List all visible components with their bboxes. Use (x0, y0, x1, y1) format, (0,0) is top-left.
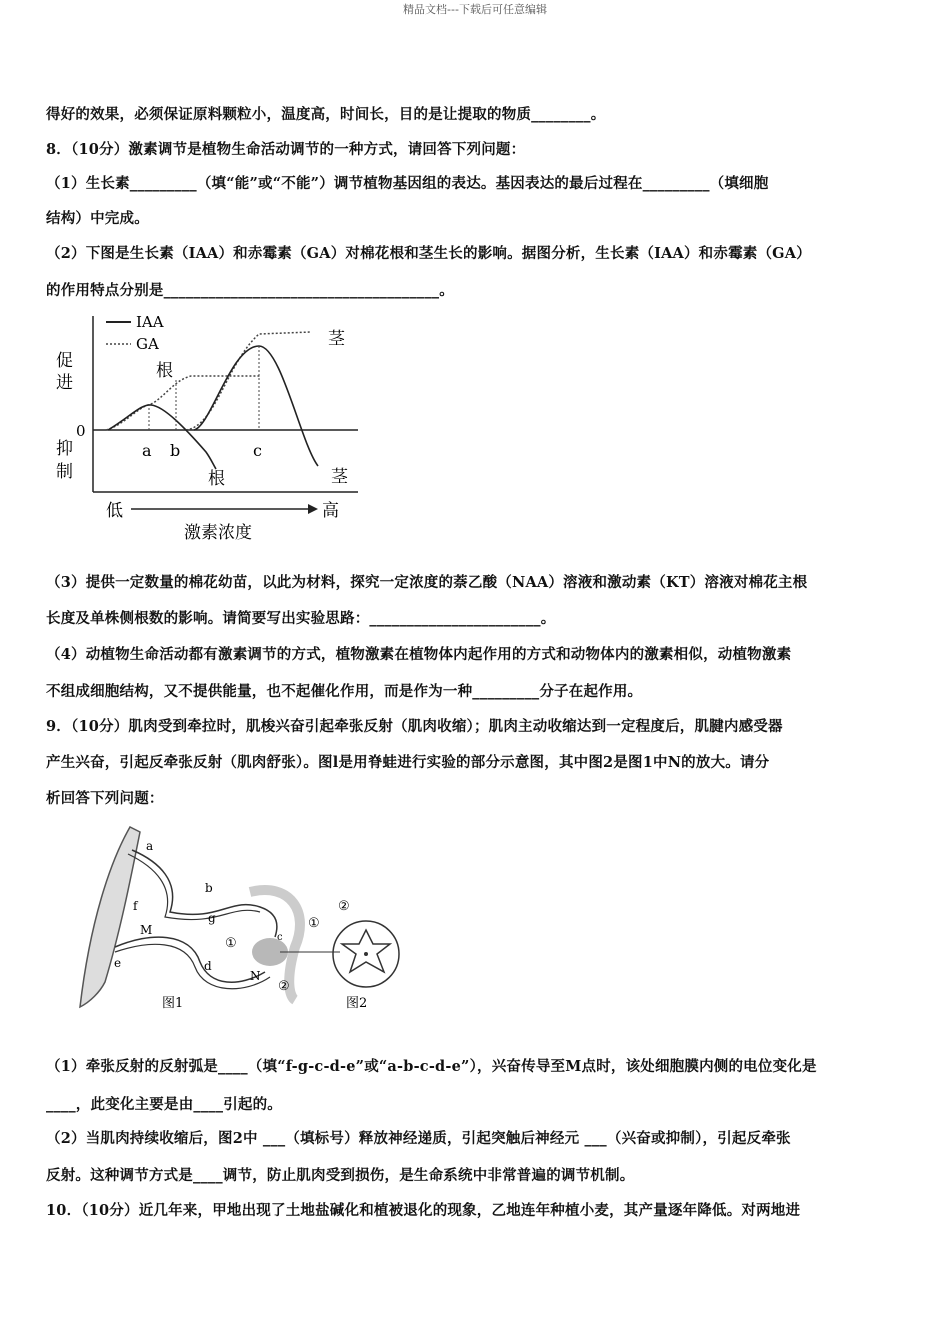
text-line: 析回答下列问题： (46, 790, 164, 807)
nerve-diagram (70, 822, 410, 1022)
y-label-inhibit-1: 抑 (56, 439, 73, 459)
iaa-root-curve (108, 405, 216, 469)
label-root-top: 根 (156, 361, 173, 381)
point-b: b (170, 441, 181, 460)
text-line: 不组成细胞结构，又不提供能量，也不起催化作用，而是作为一种_________分子在起作用。 (46, 683, 643, 700)
text-line: 得好的效果，必须保证原料颗粒小，温度高，时间长，目的是让提取的物质________。 (46, 106, 606, 123)
page-header: 精品文档---下载后可任意编辑 (403, 3, 547, 16)
label-f: f (133, 899, 138, 913)
ga-root-curve (106, 376, 261, 430)
label-stem-bottom: 茎 (331, 467, 348, 487)
hormone-chart (46, 304, 376, 549)
legend-iaa: IAA (136, 313, 164, 331)
label-M: M (140, 923, 153, 937)
label-circle-1b: ① (308, 916, 320, 931)
fig2-caption: 图2 (346, 996, 368, 1011)
text-line: （1）生长素_________（填“能”或“不能”）调节植物基因组的表达。基因表达的最后过程在_________（填细胞 (46, 175, 769, 192)
label-N: N (250, 969, 261, 983)
x-title: 激素浓度 (184, 523, 252, 543)
text-line: 反射。这种调节方式是____调节，防止肌肉受到损伤，是生命系统中非常普遍的调节机制。 (46, 1167, 635, 1184)
legend-ga: GA (136, 335, 159, 353)
text-line: 产生兴奋，引起反牵张反射（肌肉舒张）。图l是用脊蛙进行实验的部分示意图，其中图2是图1中N的放大。请分 (46, 754, 770, 771)
muscle (80, 827, 140, 1007)
label-c: c (277, 932, 283, 943)
point-c: c (253, 441, 262, 460)
label-d: d (204, 959, 212, 973)
label-b: b (205, 881, 213, 895)
label-root-bottom: 根 (208, 469, 225, 489)
text-line: ____，此变化主要是由____引起的。 (46, 1096, 282, 1113)
label-stem-top: 茎 (328, 329, 345, 349)
zero-label: 0 (76, 422, 86, 440)
text-line: 结构）中完成。 (46, 210, 149, 227)
x-label-high: 高 (322, 501, 339, 521)
label-circle-1a: ① (225, 936, 237, 951)
x-arrow-head (308, 504, 318, 514)
text-line: （3）提供一定数量的棉花幼苗，以此为材料，探究一定浓度的萘乙酸（NAA）溶液和激动素（KT）溶液对棉花主根 (46, 574, 808, 591)
question-8-title: 8．（10分）激素调节是植物生命活动调节的一种方式，请回答下列问题： (46, 141, 526, 158)
text-line: （4）动植物生命活动都有激素调节的方式，植物激素在植物体内起作用的方式和动物体内的激素相似，动植物激素 (46, 646, 792, 663)
y-label-promote-2: 进 (56, 373, 73, 393)
label-circle-2a: ② (278, 979, 290, 994)
x-label-low: 低 (106, 501, 123, 521)
y-label-inhibit-2: 制 (56, 462, 73, 482)
text-line: 的作用特点分别是_____________________________________。 (46, 282, 454, 299)
text-line: （1）牵张反射的反射弧是____（填“f-g-c-d-e”或“a-b-c-d-e”），兴奋传导至M点时，该处细胞膜内侧的电位变化是 (46, 1058, 817, 1075)
y-label-promote-1: 促 (56, 351, 73, 371)
text-line: 长度及单株侧根数的影响。请简要写出实验思路：_______________________。 (46, 610, 556, 627)
point-a: a (142, 441, 152, 460)
text-line: （2）下图是生长素（IAA）和赤霉素（GA）对棉花根和茎生长的影响。据图分析，生长素（IAA）和赤霉素（GA） (46, 245, 811, 262)
label-e: e (114, 956, 122, 970)
fig1-caption: 图1 (162, 996, 184, 1011)
ga-stem-curve (186, 332, 311, 430)
label-circle-2b: ② (338, 899, 350, 914)
label-g: g (208, 911, 216, 925)
question-10-title: 10．（10分）近几年来，甲地出现了土地盐碱化和植被退化的现象，乙地连年种植小麦，其产量逐年降低。对两地进 (46, 1202, 801, 1219)
question-9-title: 9．（10分）肌肉受到牵拉时，肌梭兴奋引起牵张反射（肌肉收缩）；肌肉主动收缩达到一定程度后，肌腱内感受器 (46, 718, 783, 735)
label-a: a (146, 839, 154, 853)
text-line: （2）当肌肉持续收缩后，图2中 ___（填标号）释放神经递质，引起突触后神经元 ___（兴奋或抑制），引起反牵张 (46, 1130, 791, 1147)
